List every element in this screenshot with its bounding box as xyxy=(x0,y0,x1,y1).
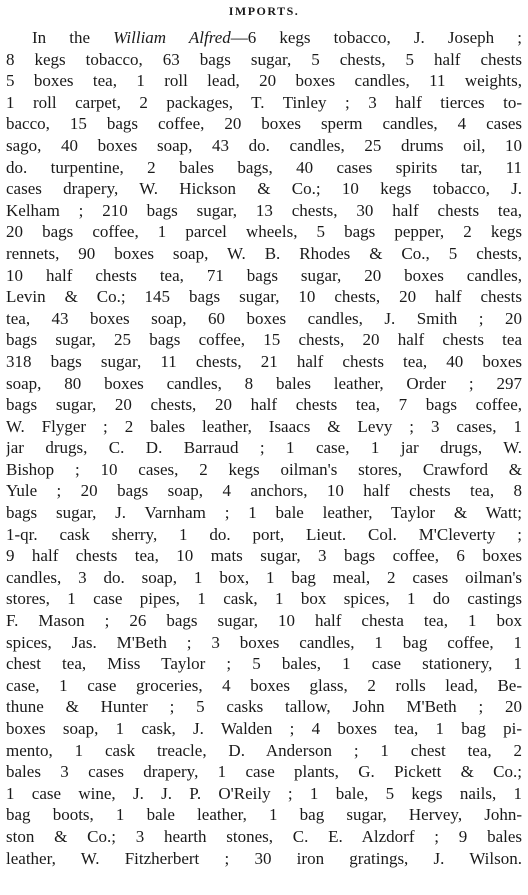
article-line: rennets, 90 boxes soap, W. B. Rhodes & Co., 5 chests, xyxy=(6,243,522,263)
article-line: jar drugs, C. D. Barraud ; 1 case, 1 jar drugs, W. xyxy=(6,438,522,458)
article-line: 1-qr. cask sherry, 1 do. port, Lieut. Col. M'Cleverty ; xyxy=(6,524,522,544)
article-line: bacco, 15 bags coffee, 20 boxes sperm candles, 4 cases xyxy=(6,114,522,134)
article-line: candles, 3 do. soap, 1 box, 1 bag meal, 2 cases oilman's xyxy=(6,567,522,587)
article-line: bags sugar, 25 bags coffee, 15 chests, 20 half chests tea xyxy=(6,330,522,350)
article-line: F. Mason ; 26 bags sugar, 10 half chesta tea, 1 box xyxy=(6,611,522,631)
article-line: leather, W. Fitzherbert ; 30 iron gratings, J. Wilson. xyxy=(6,848,522,868)
article-line: 10 half chests tea, 71 bags sugar, 20 boxes candles, xyxy=(6,265,522,285)
article-line: bags sugar, 20 chests, 20 half chests tea, 7 bags coffee, xyxy=(6,395,522,415)
article-line: stores, 1 case pipes, 1 cask, 1 box spices, 1 do castings xyxy=(6,589,522,609)
article-line: Kelham ; 210 bags sugar, 13 chests, 30 half chests tea, xyxy=(6,200,522,220)
article-line: thune & Hunter ; 5 casks tallow, John M'Beth ; 20 xyxy=(6,697,522,717)
article-line: cases drapery, W. Hickson & Co.; 10 kegs tobacco, J. xyxy=(6,179,522,199)
article-line: 20 bags coffee, 1 parcel wheels, 5 bags pepper, 2 kegs xyxy=(6,222,522,242)
article-line: bales 3 cases drapery, 1 case plants, G. Pickett & Co.; xyxy=(6,762,522,782)
article-line: bag boots, 1 bale leather, 1 bag sugar, Hervey, John- xyxy=(6,805,522,825)
article-line: bags sugar, J. Varnham ; 1 bale leather, Taylor & Watt; xyxy=(6,503,522,523)
article-line: mento, 1 cask treacle, D. Anderson ; 1 chest tea, 2 xyxy=(6,740,522,760)
article-line: 8 kegs tobacco, 63 bags sugar, 5 chests, 5 half chests xyxy=(6,49,522,69)
article-line xyxy=(6,27,522,49)
article-line: 1 roll carpet, 2 packages, T. Tinley ; 3 half tierces to- xyxy=(6,92,522,112)
article-line: Bishop ; 10 cases, 2 kegs oilman's stores, Crawford & xyxy=(6,459,522,479)
section-heading: IMPORTS. xyxy=(228,4,300,18)
article-line: Levin & Co.; 145 bags sugar, 10 chests, 20 half chests xyxy=(6,287,522,307)
article-line: Yule ; 20 bags soap, 4 anchors, 10 half chests tea, 8 xyxy=(6,481,522,501)
article-line: soap, 80 boxes candles, 8 bales leather, Order ; 297 xyxy=(6,373,522,393)
article-line: chest tea, Miss Taylor ; 5 bales, 1 case stationery, 1 xyxy=(6,654,522,674)
article-line: case, 1 case groceries, 4 boxes glass, 2 rolls lead, Be- xyxy=(6,675,522,695)
article-line: tea, 43 boxes soap, 60 boxes candles, J. Smith ; 20 xyxy=(6,308,522,328)
article-line: 318 bags sugar, 11 chests, 21 half chests tea, 40 boxes xyxy=(6,351,522,371)
article-line: W. Flyger ; 2 bales leather, Isaacs & Levy ; 3 cases, 1 xyxy=(6,416,522,436)
article-line: 9 half chests tea, 10 mats sugar, 3 bags coffee, 6 boxes xyxy=(6,546,522,566)
article-lead: In the xyxy=(32,28,114,47)
article-line: 1 case wine, J. J. P. O'Reily ; 1 bale, 5 kegs nails, 1 xyxy=(6,783,522,803)
article-lead-rest: —6 kegs tobacco, J. Joseph ; xyxy=(230,28,522,47)
article-line: 5 boxes tea, 1 roll lead, 20 boxes candles, 11 weights, xyxy=(6,71,522,91)
article-line: ston & Co.; 3 hearth stones, C. E. Alzdorf ; 9 bales xyxy=(6,826,522,846)
article-line: boxes soap, 1 cask, J. Walden ; 4 boxes tea, 1 bag pi- xyxy=(6,719,522,738)
article-line: spices, Jas. M'Beth ; 3 boxes candles, 1 bag coffee, 1 xyxy=(6,632,522,652)
article-line: sago, 40 boxes soap, 43 do. candles, 25 drums oil, 10 xyxy=(6,135,522,155)
article-line: do. turpentine, 2 bales bags, 40 cases spirits tar, 11 xyxy=(6,157,522,177)
ship-name: William Alfred xyxy=(113,28,231,47)
imports-article xyxy=(6,27,522,869)
